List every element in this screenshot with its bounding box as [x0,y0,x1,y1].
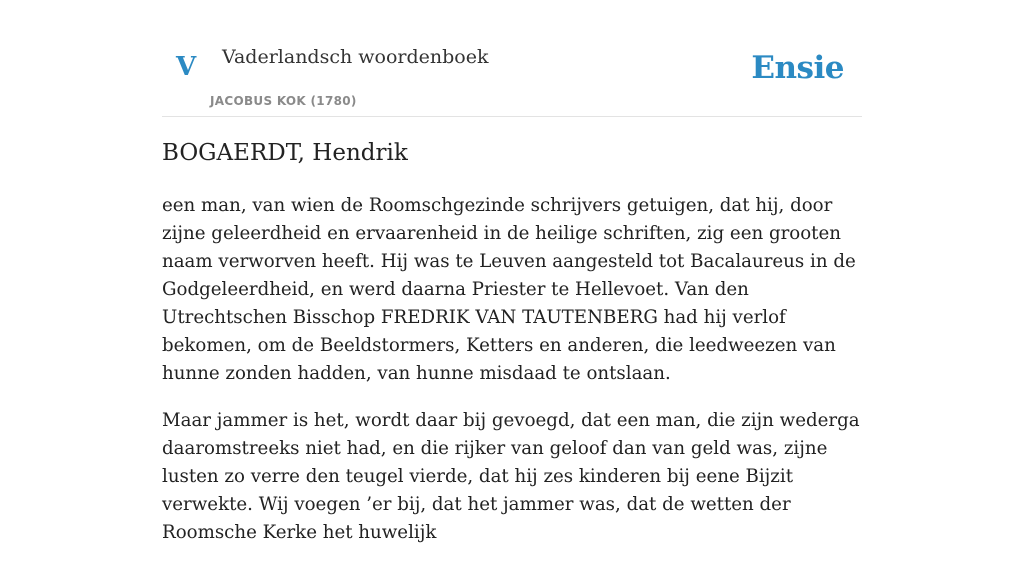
entry-title: BOGAERDT, Hendrik [162,140,408,166]
entry-paragraph-2: Maar jammer is het, wordt daar bij gevoegd, dat een man, die zijn wederga daaromstreeks niet had, en die rijker van geloof dan van geld was, zijne lusten zo verre den teugel vierde, dat hij zes kinderen bij eene Bijzit verwekte. Wij voegen ’er bij, dat het jammer was, dat de wetten der Roomsche Kerke het huwelijk [162,410,860,543]
book-title-link[interactable]: Vaderlandsch woordenboek [222,46,489,68]
ensie-logo-link[interactable]: Ensie [751,50,844,86]
entry-paragraph-1: een man, van wien de Roomschgezinde schrijvers getuigen, dat hij, door zijne geleerdheid en ervaarenheid in de heilige schriften, zig een grooten naam verworven heeft. Hij was te Leuven aangesteld tot Bacalaureus in de Godgeleerdheid, en werd daarna Priester te Hellevoet. Van den Utrechtschen Bisschop FREDRIK VAN TAUTENBERG had hij verlof bekomen, om de Beeldstormers, Ketters en anderen, die leedweezen van hunne zonden hadden, van hunne misdaad te ontslaan. [162,195,856,384]
book-author: JACOBUS KOK (1780) [210,94,357,108]
book-letter-badge[interactable]: V [176,52,197,82]
header [162,0,862,117]
entry-body [162,192,866,566]
